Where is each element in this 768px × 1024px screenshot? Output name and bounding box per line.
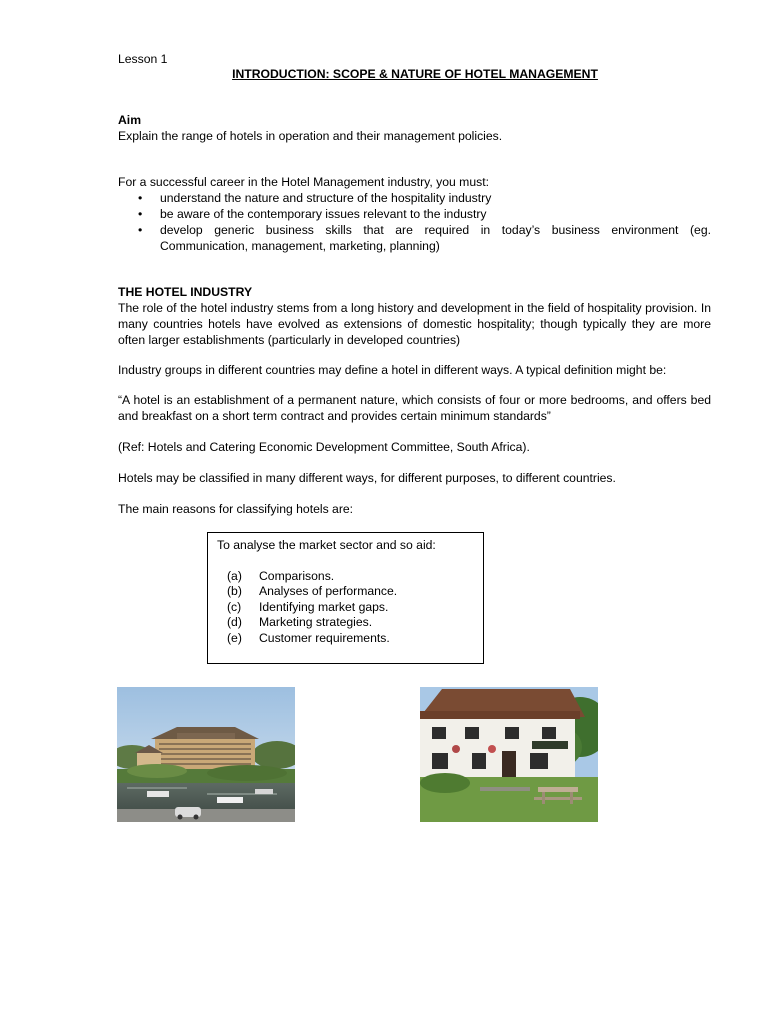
item-text: Marketing strategies. — [259, 615, 373, 630]
item-label: (a) — [227, 569, 242, 583]
paragraph-classification: Hotels may be classified in many different ways, for different purposes, to different countries. — [118, 471, 616, 485]
item-label: (c) — [227, 599, 242, 614]
item-text: Identifying market gaps. — [259, 599, 389, 614]
reasons-box-intro: To analyse the market sector and so aid: — [217, 538, 436, 552]
career-bullet-list — [118, 190, 711, 254]
lesson-label: Lesson 1 — [118, 52, 168, 66]
item-text: Comparisons. — [259, 569, 335, 583]
item-text: Customer requirements. — [259, 630, 390, 645]
aim-text: Explain the range of hotels in operation and their management policies. — [118, 129, 503, 143]
list-item: • develop generic business skills that are required in today’s business environment (eg. Communication, management, marketing, planning) — [118, 222, 711, 254]
list-item — [217, 631, 397, 646]
paragraph-definition-intro: Industry groups in different countries may define a hotel in different ways. A typical definition might be: — [118, 363, 667, 377]
large-modern-hotel-by-river-photo — [117, 687, 295, 822]
item-label: (d) — [227, 615, 242, 630]
reasons-list — [217, 569, 397, 646]
definition-quote: “A hotel is an establishment of a permanent nature, which consists of four or more bedrooms, and offers bed and breakfast on a short term contract and provides certain minimum standards” — [118, 393, 711, 423]
list-item — [217, 615, 397, 630]
item-label: (e) — [227, 630, 242, 645]
list-item — [217, 584, 397, 599]
page-title: INTRODUCTION: SCOPE & NATURE OF HOTEL MANAGEMENT — [232, 67, 598, 81]
item-label: (b) — [227, 584, 242, 599]
item-text: Analyses of performance. — [259, 584, 398, 599]
career-intro: For a successful career in the Hotel Management industry, you must: — [118, 175, 489, 189]
reference-note: (Ref: Hotels and Catering Economic Development Committee, South Africa). — [118, 440, 530, 454]
country-inn-pub-photo — [420, 687, 598, 822]
paragraph-history: The role of the hotel industry stems from a long history and development in the field of hospitality provision. In many countries hotels have evolved as extensions of domestic hospitality; though typically they are more often larger establishments (particularly in developed countries) — [118, 301, 711, 347]
list-item: • be aware of the contemporary issues relevant to the industry — [118, 206, 711, 222]
aim-heading: Aim — [118, 113, 142, 127]
paragraph-reasons-intro: The main reasons for classifying hotels are: — [118, 502, 354, 516]
list-item — [217, 569, 397, 584]
section-heading-hotel-industry: THE HOTEL INDUSTRY — [118, 285, 253, 299]
list-item: • understand the nature and structure of the hospitality industry — [118, 190, 711, 206]
list-item — [217, 600, 397, 615]
reasons-box — [207, 532, 484, 664]
